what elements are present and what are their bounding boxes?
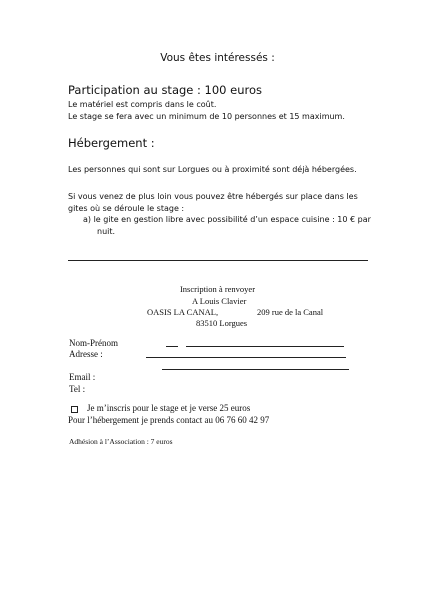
nom-prenom-field-short[interactable] [166,346,178,347]
stage-title: Participation au stage : 100 euros [68,83,263,97]
stage-line-1: Le matériel est compris dans le coût. [68,100,217,109]
hebergement-item-a-line-1: a) le gite en gestion libre avec possibilité d’un espace cuisine : 10 € par [83,215,371,224]
hebergement-paragraph-2-line-2: gites où se déroule le stage : [68,204,185,213]
hebergement-item-a-line-2: nuit. [97,227,116,236]
email-label: Email : [69,372,96,382]
stage-checkbox[interactable] [71,406,78,413]
section-divider [68,260,368,261]
hebergement-paragraph-1: Les personnes qui sont sur Lorgues ou à proximité sont déjà hébergées. [68,165,357,174]
nom-prenom-field[interactable] [186,346,344,347]
inscription-title: Inscription à renvoyer [179,284,256,294]
adresse-field-line-2[interactable] [162,369,349,370]
stage-line-2: Le stage se fera avec un minimum de 10 personnes et 15 maximum. [68,112,345,121]
hebergement-title: Hébergement : [68,136,155,150]
nom-prenom-label: Nom-Prénom [69,338,118,348]
inscription-organization: OASIS LA CANAL, [147,307,219,317]
adresse-label: Adresse : [69,349,103,359]
hebergement-paragraph-2-line-1: Si vous venez de plus loin vous pouvez être hébergés sur place dans les [68,192,358,201]
inscription-city: 83510 Lorgues [196,318,248,328]
adhesion-text: Adhésion à l’Association : 7 euros [69,437,173,446]
inscription-street: 209 rue de la Canal [257,307,324,317]
adresse-field-line-1[interactable] [146,357,346,358]
hebergement-contact-text: Pour l’hébergement je prends contact au 06 76 60 42 97 [68,415,270,425]
stage-option-label: Je m’inscris pour le stage et je verse 25 euros [87,403,251,413]
inscription-recipient: A Louis Clavier [192,296,247,306]
tel-label: Tel : [69,384,86,394]
page-heading: Vous êtes intéressés : [160,52,275,64]
